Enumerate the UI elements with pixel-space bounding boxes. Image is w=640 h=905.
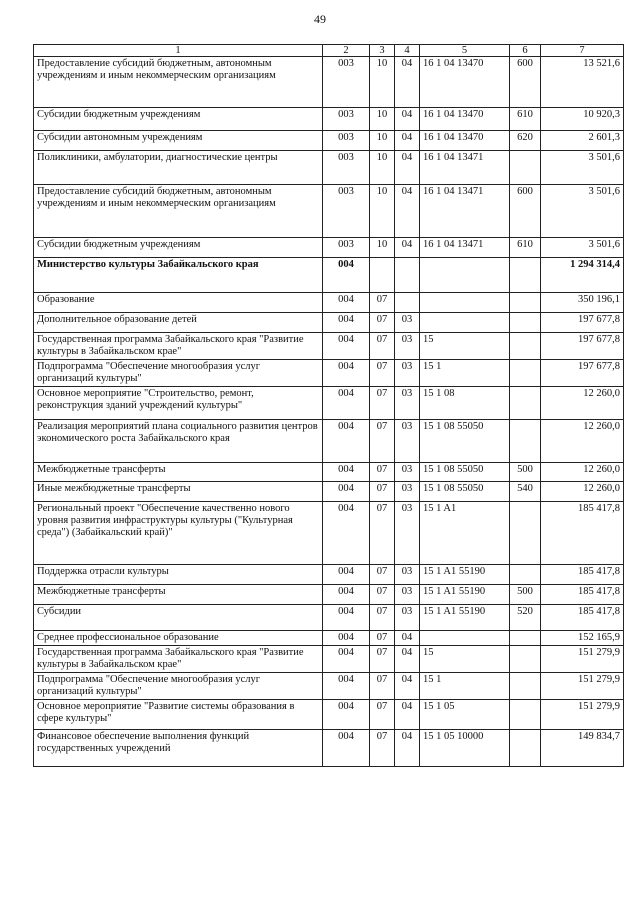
cell-grbs: 003 <box>323 185 370 238</box>
cell-amount: 197 677,8 <box>541 333 624 360</box>
cell-grbs: 004 <box>323 387 370 420</box>
cell-csr: 15 1 08 55050 <box>420 482 510 502</box>
cell-vr <box>510 502 541 565</box>
column-header: 4 <box>395 45 420 57</box>
cell-amount: 12 260,0 <box>541 463 624 482</box>
cell-rz: 07 <box>370 700 395 730</box>
cell-name: Министерство культуры Забайкальского края <box>34 258 323 293</box>
cell-name: Реализация мероприятий плана социального развития центров экономического роста Забайкальского края <box>34 420 323 463</box>
cell-vr <box>510 673 541 700</box>
cell-amount: 185 417,8 <box>541 565 624 585</box>
cell-vr <box>510 313 541 333</box>
cell-pr: 03 <box>395 333 420 360</box>
cell-amount: 151 279,9 <box>541 700 624 730</box>
cell-name: Поликлиники, амбулатории, диагностические центры <box>34 151 323 185</box>
cell-grbs: 004 <box>323 502 370 565</box>
cell-pr <box>395 258 420 293</box>
cell-csr: 16 1 04 13471 <box>420 185 510 238</box>
cell-csr: 15 1 A1 55190 <box>420 585 510 605</box>
cell-name: Финансовое обеспечение выполнения функций государственных учреждений <box>34 730 323 767</box>
cell-name: Региональный проект "Обеспечение качественно нового уровня развития инфраструктуры культуры ("Культурная среда") (Забайкальский край)" <box>34 502 323 565</box>
cell-csr <box>420 258 510 293</box>
cell-amount: 3 501,6 <box>541 151 624 185</box>
cell-grbs: 004 <box>323 585 370 605</box>
cell-amount: 197 677,8 <box>541 313 624 333</box>
cell-vr: 600 <box>510 57 541 108</box>
cell-csr: 16 1 04 13471 <box>420 238 510 258</box>
cell-csr: 15 1 A1 55190 <box>420 605 510 631</box>
cell-pr: 03 <box>395 387 420 420</box>
cell-amount: 350 196,1 <box>541 293 624 313</box>
cell-name: Подпрограмма "Обеспечение многообразия услуг организаций культуры" <box>34 360 323 387</box>
cell-amount: 1 294 314,4 <box>541 258 624 293</box>
cell-pr: 03 <box>395 585 420 605</box>
table-header-row <box>34 45 624 57</box>
cell-name: Государственная программа Забайкальского края "Развитие культуры в Забайкальском крае" <box>34 646 323 673</box>
page-number: 49 <box>314 12 326 26</box>
cell-name: Основное мероприятие "Развитие системы образования в сфере культуры" <box>34 700 323 730</box>
cell-grbs: 003 <box>323 57 370 108</box>
cell-pr: 03 <box>395 565 420 585</box>
cell-rz: 07 <box>370 585 395 605</box>
cell-grbs: 004 <box>323 730 370 767</box>
cell-grbs: 004 <box>323 333 370 360</box>
cell-amount: 12 260,0 <box>541 387 624 420</box>
cell-name: Субсидии бюджетным учреждениям <box>34 108 323 131</box>
cell-grbs: 004 <box>323 258 370 293</box>
table-row <box>34 673 624 700</box>
cell-name: Предоставление субсидий бюджетным, автономным учреждениям и иным некоммерческим организациям <box>34 185 323 238</box>
cell-rz: 10 <box>370 151 395 185</box>
cell-pr: 04 <box>395 700 420 730</box>
cell-csr: 15 1 A1 55190 <box>420 565 510 585</box>
cell-vr: 600 <box>510 185 541 238</box>
cell-amount: 10 920,3 <box>541 108 624 131</box>
cell-vr: 620 <box>510 131 541 151</box>
cell-pr: 03 <box>395 502 420 565</box>
table-row <box>34 108 624 131</box>
cell-rz: 10 <box>370 131 395 151</box>
cell-name: Межбюджетные трансферты <box>34 585 323 605</box>
cell-csr: 15 1 05 10000 <box>420 730 510 767</box>
cell-name: Основное мероприятие "Строительство, ремонт, реконструкция зданий учреждений культуры" <box>34 387 323 420</box>
cell-pr: 03 <box>395 420 420 463</box>
cell-pr: 03 <box>395 605 420 631</box>
cell-rz <box>370 258 395 293</box>
cell-csr: 16 1 04 13470 <box>420 131 510 151</box>
cell-rz: 07 <box>370 420 395 463</box>
cell-pr: 04 <box>395 151 420 185</box>
cell-rz: 07 <box>370 360 395 387</box>
cell-amount: 13 521,6 <box>541 57 624 108</box>
cell-csr: 15 1 08 55050 <box>420 420 510 463</box>
cell-grbs: 003 <box>323 151 370 185</box>
cell-name: Подпрограмма "Обеспечение многообразия услуг организаций культуры" <box>34 673 323 700</box>
cell-vr <box>510 565 541 585</box>
cell-rz: 10 <box>370 238 395 258</box>
cell-csr <box>420 293 510 313</box>
cell-vr: 500 <box>510 463 541 482</box>
cell-csr: 15 1 <box>420 360 510 387</box>
cell-csr: 15 <box>420 333 510 360</box>
cell-vr: 610 <box>510 108 541 131</box>
cell-vr: 500 <box>510 585 541 605</box>
table-row <box>34 360 624 387</box>
cell-csr: 16 1 04 13470 <box>420 108 510 131</box>
table-row <box>34 565 624 585</box>
cell-amount: 185 417,8 <box>541 502 624 565</box>
cell-pr: 03 <box>395 313 420 333</box>
cell-amount: 3 501,6 <box>541 185 624 238</box>
cell-pr: 04 <box>395 238 420 258</box>
table-row <box>34 293 624 313</box>
table-row <box>34 605 624 631</box>
cell-grbs: 004 <box>323 463 370 482</box>
cell-rz: 07 <box>370 333 395 360</box>
cell-name: Образование <box>34 293 323 313</box>
cell-grbs: 004 <box>323 482 370 502</box>
table-row <box>34 585 624 605</box>
cell-grbs: 004 <box>323 565 370 585</box>
table-row <box>34 502 624 565</box>
cell-rz: 10 <box>370 108 395 131</box>
cell-csr: 15 1 05 <box>420 700 510 730</box>
column-header: 7 <box>541 45 624 57</box>
cell-csr: 15 1 08 55050 <box>420 463 510 482</box>
cell-name: Дополнительное образование детей <box>34 313 323 333</box>
cell-csr <box>420 313 510 333</box>
cell-amount: 152 165,9 <box>541 631 624 646</box>
table-row <box>34 463 624 482</box>
column-header: 3 <box>370 45 395 57</box>
cell-grbs: 003 <box>323 108 370 131</box>
table-row <box>34 700 624 730</box>
cell-vr <box>510 646 541 673</box>
table-row <box>34 333 624 360</box>
cell-vr: 520 <box>510 605 541 631</box>
cell-pr: 04 <box>395 730 420 767</box>
table-row <box>34 646 624 673</box>
cell-vr <box>510 151 541 185</box>
cell-grbs: 004 <box>323 605 370 631</box>
table-row <box>34 131 624 151</box>
cell-pr: 03 <box>395 463 420 482</box>
cell-name: Межбюджетные трансферты <box>34 463 323 482</box>
budget-table <box>33 44 624 767</box>
cell-name: Субсидии <box>34 605 323 631</box>
table-row <box>34 258 624 293</box>
cell-pr: 04 <box>395 57 420 108</box>
table-row <box>34 313 624 333</box>
cell-vr <box>510 360 541 387</box>
cell-pr: 04 <box>395 108 420 131</box>
table-row <box>34 57 624 108</box>
cell-amount: 3 501,6 <box>541 238 624 258</box>
cell-rz: 07 <box>370 463 395 482</box>
cell-vr <box>510 293 541 313</box>
column-header: 5 <box>420 45 510 57</box>
cell-name: Поддержка отрасли культуры <box>34 565 323 585</box>
cell-grbs: 003 <box>323 238 370 258</box>
cell-vr <box>510 700 541 730</box>
cell-grbs: 004 <box>323 420 370 463</box>
cell-csr: 15 <box>420 646 510 673</box>
cell-csr: 16 1 04 13471 <box>420 151 510 185</box>
cell-rz: 07 <box>370 293 395 313</box>
table-row <box>34 730 624 767</box>
table-row <box>34 185 624 238</box>
cell-rz: 07 <box>370 631 395 646</box>
table-row <box>34 482 624 502</box>
cell-vr <box>510 730 541 767</box>
cell-amount: 149 834,7 <box>541 730 624 767</box>
cell-csr <box>420 631 510 646</box>
cell-amount: 2 601,3 <box>541 131 624 151</box>
cell-grbs: 004 <box>323 700 370 730</box>
table-row <box>34 151 624 185</box>
cell-rz: 10 <box>370 57 395 108</box>
cell-vr <box>510 387 541 420</box>
cell-rz: 07 <box>370 502 395 565</box>
cell-rz: 07 <box>370 605 395 631</box>
cell-name: Среднее профессиональное образование <box>34 631 323 646</box>
table-row <box>34 631 624 646</box>
cell-grbs: 004 <box>323 313 370 333</box>
cell-rz: 07 <box>370 673 395 700</box>
cell-pr: 04 <box>395 185 420 238</box>
cell-amount: 151 279,9 <box>541 646 624 673</box>
cell-name: Государственная программа Забайкальского края "Развитие культуры в Забайкальском крае" <box>34 333 323 360</box>
cell-rz: 10 <box>370 185 395 238</box>
cell-pr <box>395 293 420 313</box>
cell-grbs: 004 <box>323 293 370 313</box>
cell-csr: 15 1 <box>420 673 510 700</box>
cell-pr: 03 <box>395 360 420 387</box>
cell-name: Иные межбюджетные трансферты <box>34 482 323 502</box>
cell-rz: 07 <box>370 730 395 767</box>
cell-csr: 16 1 04 13470 <box>420 57 510 108</box>
column-header: 2 <box>323 45 370 57</box>
cell-pr: 03 <box>395 482 420 502</box>
cell-grbs: 004 <box>323 673 370 700</box>
cell-vr <box>510 258 541 293</box>
cell-pr: 04 <box>395 673 420 700</box>
cell-grbs: 004 <box>323 360 370 387</box>
cell-name: Субсидии автономным учреждениям <box>34 131 323 151</box>
cell-amount: 12 260,0 <box>541 420 624 463</box>
cell-name: Субсидии бюджетным учреждениям <box>34 238 323 258</box>
table-row <box>34 420 624 463</box>
cell-vr <box>510 631 541 646</box>
cell-amount: 185 417,8 <box>541 605 624 631</box>
cell-pr: 04 <box>395 631 420 646</box>
cell-rz: 07 <box>370 646 395 673</box>
cell-amount: 185 417,8 <box>541 585 624 605</box>
column-header: 1 <box>34 45 323 57</box>
cell-name: Предоставление субсидий бюджетным, автономным учреждениям и иным некоммерческим организациям <box>34 57 323 108</box>
cell-rz: 07 <box>370 565 395 585</box>
cell-grbs: 003 <box>323 131 370 151</box>
cell-amount: 197 677,8 <box>541 360 624 387</box>
cell-pr: 04 <box>395 131 420 151</box>
cell-vr: 540 <box>510 482 541 502</box>
cell-pr: 04 <box>395 646 420 673</box>
cell-grbs: 004 <box>323 646 370 673</box>
cell-csr: 15 1 08 <box>420 387 510 420</box>
cell-vr: 610 <box>510 238 541 258</box>
cell-amount: 151 279,9 <box>541 673 624 700</box>
cell-csr: 15 1 A1 <box>420 502 510 565</box>
cell-amount: 12 260,0 <box>541 482 624 502</box>
cell-rz: 07 <box>370 482 395 502</box>
table-row <box>34 387 624 420</box>
cell-grbs: 004 <box>323 631 370 646</box>
cell-rz: 07 <box>370 313 395 333</box>
cell-vr <box>510 333 541 360</box>
cell-rz: 07 <box>370 387 395 420</box>
column-header: 6 <box>510 45 541 57</box>
cell-vr <box>510 420 541 463</box>
table-row <box>34 238 624 258</box>
